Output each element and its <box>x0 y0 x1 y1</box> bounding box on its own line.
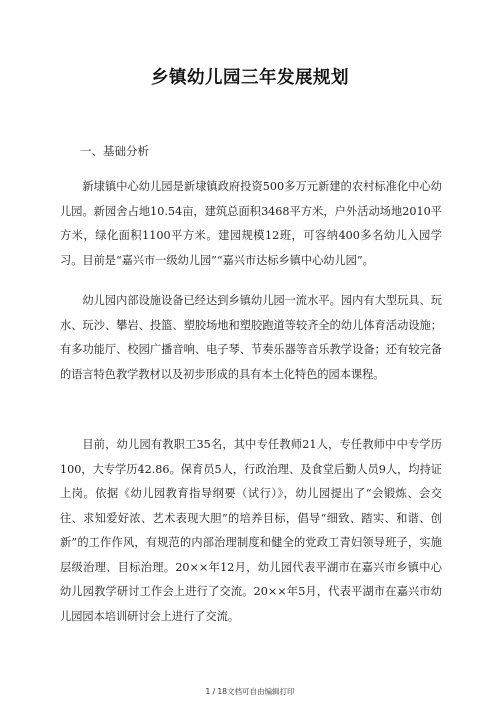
paragraph-2: 幼儿园内部设施设备已经达到乡镇幼儿园一流水平。园内有大型玩具、玩水、玩沙、攀岩、投篮、塑胶场地和塑胶跑道等较齐全的幼儿体育活动设施；有多功能厅、校园广播音响、电子琴、节奏乐器等音乐教学设备；还有较完备的语言特色教学教材以及初步形成的具有本土化特色的园本课程。 <box>60 294 442 381</box>
paragraph-3: 目前，幼儿园有教职工35名，其中专任教师21人，专任教师中中专学历100，大专学历42.86。保育员5人，行政治理、及食堂后勤人员9人，均持证上岗。依据《幼儿园教育指导纲要（试行）》，幼儿园提出了“会锻炼、会交往、求知爱好浓、艺术表现大胆”的培养目标，倡导“细致、踏实、和谐、创新”的工作作风，有规范的内部治理制度和健全的党政工青妇领导班子，实施层级治理、目标治理。20××年12月，幼儿园代表平湖市在嘉兴市乡镇中心幼儿园教学研讨工作会上进行了交流。20××年5月，代表平湖市在嘉兴市幼儿园园本培训研讨会上进行了交流。 <box>60 438 442 623</box>
page-footer: 1 / 18文档可自由编辑打印 <box>205 687 295 696</box>
section-heading: 一、基础分析 <box>80 144 149 158</box>
paragraph-1: 新埭镇中心幼儿园是新埭镇政府投资500多万元新建的农村标准化中心幼儿园。新园舍占地10.54亩，建筑总面积3468平方米，户外活动场地2010平方米，绿化面积1100平方米。建园规模12班，可容纳400多名幼儿入园学习。目前是“嘉兴市一级幼儿园”“嘉兴市达标乡镇中心幼儿园”。 <box>60 180 442 267</box>
document-title: 乡镇幼儿园三年发展规划 <box>151 68 349 88</box>
